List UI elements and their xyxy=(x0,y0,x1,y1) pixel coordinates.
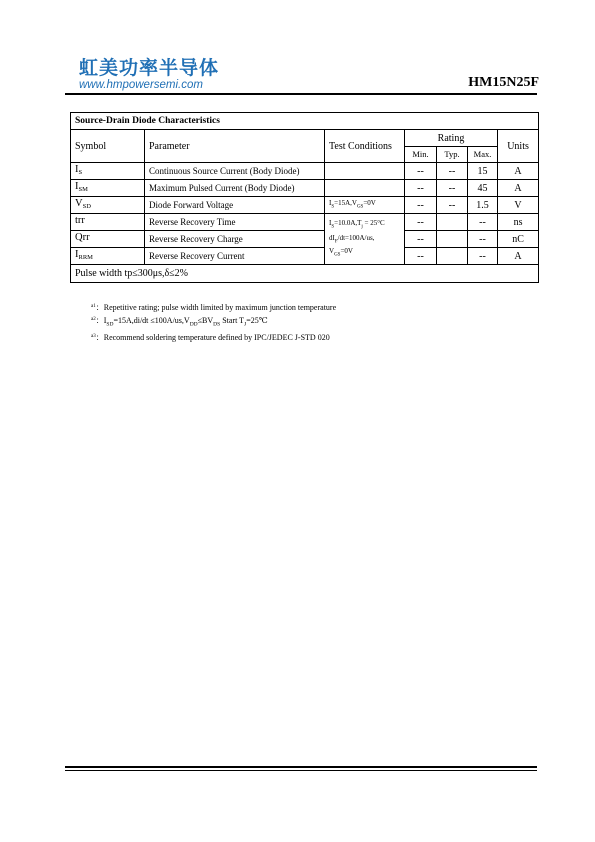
row-parameter: Reverse Recovery Current xyxy=(145,248,325,265)
table-footnote: Pulse width tp≤300μs,δ≤2% xyxy=(71,265,539,283)
row-max: 45 xyxy=(468,180,498,197)
row-symbol: Qrr xyxy=(71,231,145,248)
row-min: -- xyxy=(405,180,437,197)
table-row xyxy=(71,197,539,214)
table-row xyxy=(71,180,539,197)
row-symbol: $I_{RRM}$ xyxy=(71,248,145,265)
row-typ xyxy=(437,248,468,265)
row-unit: V xyxy=(498,197,539,214)
row-typ xyxy=(437,214,468,231)
brand-name-cn: 虹美功率半导体 xyxy=(79,57,220,79)
footnote-a2: $^{a2}$：$I_{SD}=15A,di/dt \le 100A/us,V_{DD}\le BV_{DS}$ Start $T_J=25℃$ xyxy=(91,315,268,328)
row-max: 15 xyxy=(468,163,498,180)
row-max: -- xyxy=(468,214,498,231)
col-parameter: Parameter xyxy=(145,130,325,163)
part-number: HM15N25F xyxy=(468,75,539,90)
header-rule xyxy=(65,93,537,95)
footer-rule-thick xyxy=(65,766,537,768)
table-title: Source-Drain Diode Characteristics xyxy=(71,113,539,130)
row-symbol: trr xyxy=(71,214,145,231)
row-typ: -- xyxy=(437,163,468,180)
row-min: -- xyxy=(405,248,437,265)
row-parameter: Maximum Pulsed Current (Body Diode) xyxy=(145,180,325,197)
row-min: -- xyxy=(405,163,437,180)
footnote-a3: $^{a3}$：Recommend soldering temperature defined by IPC/JEDEC J-STD 020 xyxy=(91,332,330,342)
row-symbol: $I_{SM}$ xyxy=(71,180,145,197)
footnote-a1: $^{a1}$：Repetitive rating; pulse width limited by maximum junction temperature xyxy=(91,303,337,312)
row-min: -- xyxy=(405,197,437,214)
table-row xyxy=(71,248,539,265)
table-row xyxy=(71,163,539,180)
diode-characteristics-table xyxy=(70,112,539,283)
row-parameter: Diode Forward Voltage xyxy=(145,197,325,214)
col-symbol: Symbol xyxy=(71,130,145,163)
table-row xyxy=(71,231,539,248)
row-unit: A xyxy=(498,180,539,197)
row-parameter: Reverse Recovery Charge xyxy=(145,231,325,248)
row-unit: A xyxy=(498,248,539,265)
row-max: -- xyxy=(468,231,498,248)
row-min: -- xyxy=(405,214,437,231)
col-test-conditions: Test Conditions xyxy=(325,130,405,163)
row-min: -- xyxy=(405,231,437,248)
row-unit: nC xyxy=(498,231,539,248)
col-units: Units xyxy=(498,130,539,163)
row-unit: A xyxy=(498,163,539,180)
row-condition xyxy=(325,163,405,180)
col-min: Min. xyxy=(405,147,437,163)
footnotes xyxy=(91,301,336,343)
row-condition xyxy=(325,180,405,197)
row-max: -- xyxy=(468,248,498,265)
reverse-recovery-condition: $I_S=10.0A,T_j = 25^\circ C$ $dI_F/dt=100A/us$, $V_{GS}=0V$ xyxy=(325,214,405,265)
row-parameter: Continuous Source Current (Body Diode) xyxy=(145,163,325,180)
table-row xyxy=(71,214,539,231)
col-max: Max. xyxy=(468,147,498,163)
col-typ: Typ. xyxy=(437,147,468,163)
row-condition: $I_S=15A,V_{GS}=0V$ xyxy=(325,197,405,214)
col-rating: Rating xyxy=(405,130,498,147)
row-typ: -- xyxy=(437,180,468,197)
row-symbol: $I_S$ xyxy=(71,163,145,180)
company-logo xyxy=(79,58,219,92)
brand-url: www.hmpowersemi.com xyxy=(79,79,203,91)
row-typ xyxy=(437,231,468,248)
row-unit: ns xyxy=(498,214,539,231)
row-symbol: $V_{SD}$ xyxy=(71,197,145,214)
row-parameter: Reverse Recovery Time xyxy=(145,214,325,231)
row-max: 1.5 xyxy=(468,197,498,214)
row-typ: -- xyxy=(437,197,468,214)
footer-rule-thin xyxy=(65,770,537,771)
